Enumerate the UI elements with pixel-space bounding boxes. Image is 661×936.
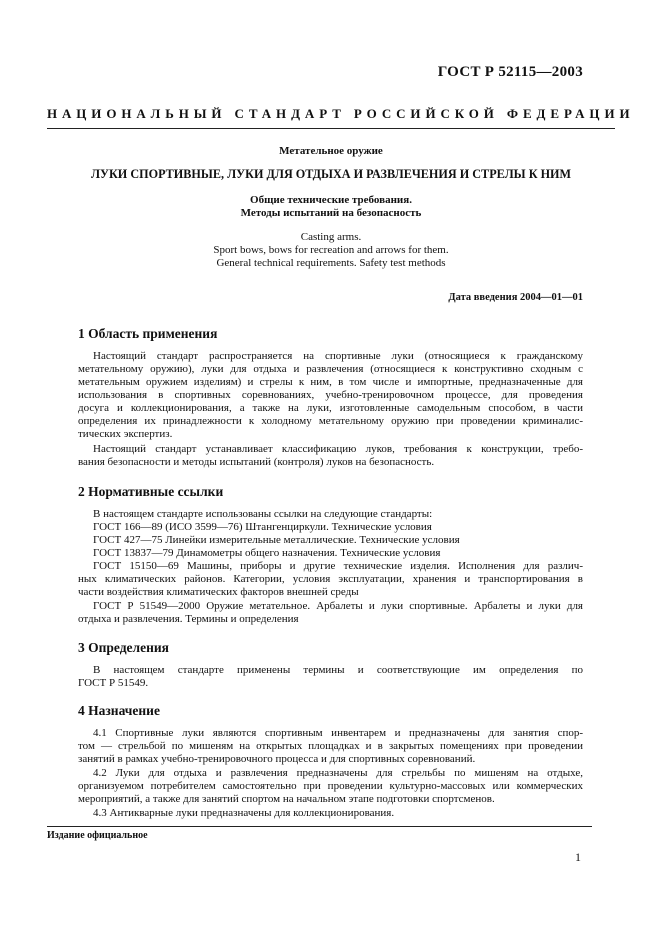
gost-number: ГОСТ Р 52115—2003 bbox=[437, 64, 583, 80]
s2-lead: В настоящем стандарте использованы ссылки на следующие стандарты: bbox=[93, 508, 433, 520]
reference-gost-15150-line: ных климатических районов. Категории, условия эксплуатации, хранения и транспортирования в bbox=[78, 573, 583, 585]
s4-p2-line: организуемом потребителем самостоятельно при проведении культурно-массовых или коммерческих bbox=[78, 780, 583, 792]
s1-p1-line: досуга и коллекционирования, а также на луки, изготовленные самодельным способом, в части bbox=[78, 402, 583, 414]
section-1-heading: 1 Область применения bbox=[78, 326, 218, 341]
s3-p1-line: В настоящем стандарте применены термины и соответствующие им определения по bbox=[93, 664, 583, 676]
reference-gost-15150-line: ГОСТ 15150—69 Машины, приборы и другие технические изделия. Исполнения для различ- bbox=[93, 560, 583, 572]
introduction-date: Дата введения 2004—01—01 bbox=[448, 292, 583, 303]
standard-subtitle-2: Методы испытаний на безопасность bbox=[240, 207, 422, 219]
official-edition-label: Издание официальное bbox=[47, 830, 148, 841]
s4-p1-line: 4.1 Спортивные луки являются спортивным инвентарем и предназначены для занятия спор- bbox=[93, 727, 583, 739]
english-title-3: General technical requirements. Safety test methods bbox=[216, 257, 446, 269]
s4-p3: 4.3 Антикварные луки предназначены для коллекционирования. bbox=[93, 807, 395, 819]
english-title-2: Sport bows, bows for recreation and arrows for them. bbox=[213, 244, 449, 256]
reference-gost-15150-line: части воздействия климатических факторов внешней среды bbox=[78, 586, 359, 598]
s1-p1-line: метательному оружию), луки для отдыха и развлечения (относящиеся к конструктивно сходным с bbox=[78, 363, 583, 375]
s1-p1-line: тических экспертиз. bbox=[78, 428, 173, 440]
section-3-heading: 3 Определения bbox=[78, 640, 169, 655]
footer-divider bbox=[47, 826, 592, 827]
standard-category: Метательное оружие bbox=[279, 145, 383, 157]
reference-gost-166: ГОСТ 166—89 (ИСО 3599—76) Штангенциркули. Технические условия bbox=[93, 521, 432, 533]
s4-p1-line: том — стрельбой по мишеням на открытых площадках и в закрытых помещениях при проведении bbox=[78, 740, 583, 752]
english-title-1: Casting arms. bbox=[300, 231, 362, 243]
s1-p2-line: вания безопасности и методы испытаний (контроля) луков на безопасность. bbox=[78, 456, 435, 468]
reference-gost-13837: ГОСТ 13837—79 Динамометры общего назначения. Технические условия bbox=[93, 547, 441, 559]
national-standard-title: НАЦИОНАЛЬНЫЙ СТАНДАРТ РОССИЙСКОЙ ФЕДЕРАЦИИ bbox=[47, 106, 635, 121]
s3-p1-line: ГОСТ Р 51549. bbox=[78, 677, 149, 689]
s1-p1-line: определения их принадлежности к холодному метательному оружию при проведении криминалис- bbox=[78, 415, 583, 427]
standard-main-title: ЛУКИ СПОРТИВНЫЕ, ЛУКИ ДЛЯ ОТДЫХА И РАЗВЛЕЧЕНИЯ И СТРЕЛЫ К НИМ bbox=[90, 167, 572, 181]
page-number: 1 bbox=[575, 850, 581, 864]
s1-p2-line: Настоящий стандарт устанавливает классификацию луков, требования к конструкции, требо- bbox=[93, 443, 583, 455]
s4-p2-line: 4.2 Луки для отдыха и развлечения предназначены для стрельбы по мишеням на отдыхе, bbox=[93, 767, 583, 779]
reference-gost-51549-line: отдыха и развлечения. Термины и определения bbox=[78, 613, 299, 625]
section-2-heading: 2 Нормативные ссылки bbox=[78, 484, 224, 499]
section-4-heading: 4 Назначение bbox=[78, 703, 160, 718]
s1-p1-line: Настоящий стандарт распространяется на спортивные луки (относящиеся к гражданскому bbox=[93, 350, 583, 362]
s4-p2-line: мероприятий, а также для занятий спортом на начальном этапе подготовки спортсменов. bbox=[78, 793, 495, 805]
s1-p1-line: использования в спортивных соревнованиях, учебно-тренировочном процессе, для проведения bbox=[78, 389, 583, 401]
header-divider bbox=[47, 128, 615, 129]
reference-gost-427: ГОСТ 427—75 Линейки измерительные металлические. Технические условия bbox=[93, 534, 460, 546]
s4-p1-line: занятий в рамках учебно-тренировочного процесса и для спортивных соревнований. bbox=[78, 753, 476, 765]
reference-gost-51549-line: ГОСТ Р 51549—2000 Оружие метательное. Арбалеты и луки спортивные. Арбалеты и луки для bbox=[93, 600, 583, 612]
standard-subtitle-1: Общие технические требования. bbox=[250, 194, 412, 206]
s1-p1-line: метательным оружием изделиям) и стрелы к ним, в том числе и импортные, предназначенные для bbox=[78, 376, 583, 388]
